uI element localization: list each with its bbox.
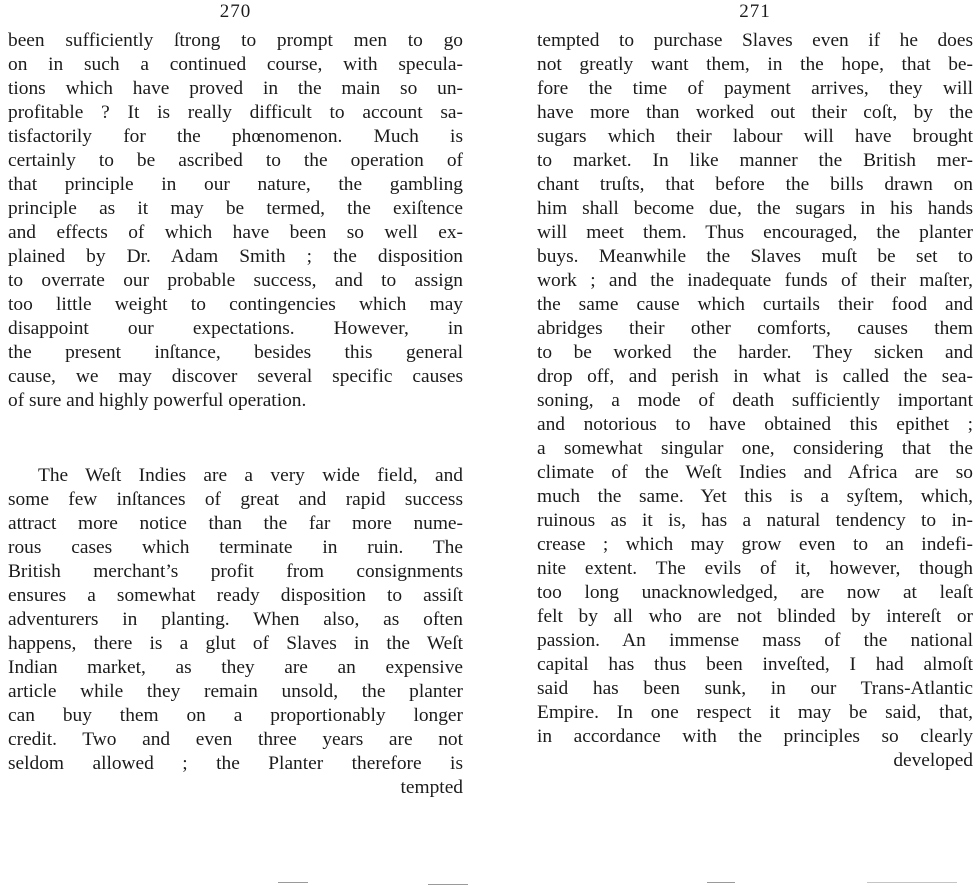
text-line: to overrate our probable success, and to assign xyxy=(8,270,463,291)
text-line: credit. Two and even three years are not xyxy=(8,729,463,750)
left-page-number: 270 xyxy=(219,1,252,22)
text-line: fore the time of payment arrives, they will xyxy=(537,78,973,99)
page-smudge xyxy=(428,884,468,885)
catchword: developed xyxy=(893,750,973,771)
text-line: a somewhat singular one, considering that the xyxy=(537,438,973,459)
text-line: sugars which their labour will have brought xyxy=(537,126,973,147)
text-line: ensures a somewhat ready disposition to assiſt xyxy=(8,585,463,606)
right-page-number: 271 xyxy=(739,1,771,22)
text-line: cause, we may discover several specific causes xyxy=(8,366,463,387)
text-line: said has been sunk, in our Trans-Atlantic xyxy=(537,678,973,699)
text-line: to be worked the harder. They sicken and xyxy=(537,342,973,363)
text-line: disappoint our expectations. However, in xyxy=(8,318,463,339)
text-line: plained by Dr. Adam Smith ; the disposition xyxy=(8,246,463,267)
text-line: The Weſt Indies are a very wide field, and xyxy=(38,465,463,486)
page-smudge xyxy=(707,882,735,883)
text-line: to market. In like manner the British mer- xyxy=(537,150,973,171)
text-line: the same cause which curtails their food and xyxy=(537,294,973,315)
text-line: that principle in our nature, the gambling xyxy=(8,174,463,195)
text-line: work ; and the inadequate funds of their maſter, xyxy=(537,270,973,291)
left-page xyxy=(8,0,463,890)
text-line: nite extent. The evils of it, however, though xyxy=(537,558,973,579)
text-line: buys. Meanwhile the Slaves muſt be set to xyxy=(537,246,973,267)
text-line: in accordance with the principles so clearly xyxy=(537,726,973,747)
text-line: tisfactorily for the phœnomenon. Much is xyxy=(8,126,463,147)
text-line: soning, a mode of death sufficiently important xyxy=(537,390,973,411)
text-line: happens, there is a glut of Slaves in the Weſt xyxy=(8,633,463,654)
text-line: ruinous as it is, has a natural tendency to in- xyxy=(537,510,973,531)
text-line: on in such a continued course, with specula- xyxy=(8,54,463,75)
right-page xyxy=(537,0,973,890)
text-line: climate of the Weſt Indies and Africa are so xyxy=(537,462,973,483)
text-line: principle as it may be termed, the exiſtence xyxy=(8,198,463,219)
text-line: him shall become due, the sugars in his hands xyxy=(537,198,973,219)
catchword: tempted xyxy=(400,777,463,798)
text-line: can buy them on a proportionably longer xyxy=(8,705,463,726)
text-line: too little weight to contingencies which may xyxy=(8,294,463,315)
text-line: Empire. In one respect it may be said, that, xyxy=(537,702,973,723)
text-line: of sure and highly powerful operation. xyxy=(8,390,307,411)
text-line: adventurers in planting. When also, as often xyxy=(8,609,463,630)
text-line: have more than worked out their coſt, by the xyxy=(537,102,973,123)
text-line: attract more notice than the far more nume- xyxy=(8,513,463,534)
text-line: rous cases which terminate in ruin. The xyxy=(8,537,463,558)
text-line: some few inſtances of great and rapid success xyxy=(8,489,463,510)
text-line: drop off, and perish in what is called the sea- xyxy=(537,366,973,387)
left-paragraph-2 xyxy=(8,464,463,800)
text-line: tions which have proved in the main so un- xyxy=(8,78,463,99)
text-line: certainly to be ascribed to the operation of xyxy=(8,150,463,171)
text-line: seldom allowed ; the Planter therefore is xyxy=(8,753,463,774)
text-line: capital has thus been inveſted, I had almoſt xyxy=(537,654,973,675)
page-smudge xyxy=(278,882,308,883)
text-line: the present inſtance, besides this general xyxy=(8,342,463,363)
page-smudge xyxy=(867,882,957,883)
text-line: abridges their other comforts, causes them xyxy=(537,318,973,339)
text-line: been sufficiently ſtrong to prompt men to go xyxy=(8,30,463,51)
text-line: too long unacknowledged, are now at leaſt xyxy=(537,582,973,603)
right-paragraph-1 xyxy=(537,29,973,773)
text-line: crease ; which may grow even to an indefi- xyxy=(537,534,973,555)
text-line: tempted to purchase Slaves even if he does xyxy=(537,30,973,51)
text-line: and notorious to have obtained this epithet ; xyxy=(537,414,973,435)
text-line: British merchant’s profit from consignments xyxy=(8,561,463,582)
text-line: passion. An immense mass of the national xyxy=(537,630,973,651)
text-line: chant truſts, that before the bills drawn on xyxy=(537,174,973,195)
text-line: felt by all who are not blinded by intereſt or xyxy=(537,606,973,627)
text-line: article while they remain unsold, the planter xyxy=(8,681,463,702)
text-line: profitable ? It is really difficult to account sa- xyxy=(8,102,463,123)
left-paragraph-1 xyxy=(8,29,463,413)
text-line: much the same. Yet this is a syſtem, which, xyxy=(537,486,973,507)
text-line: and effects of which have been so well ex- xyxy=(8,222,463,243)
text-line: not greatly want them, in the hope, that be- xyxy=(537,54,973,75)
text-line: Indian market, as they are an expensive xyxy=(8,657,463,678)
text-line: will meet them. Thus encouraged, the planter xyxy=(537,222,973,243)
